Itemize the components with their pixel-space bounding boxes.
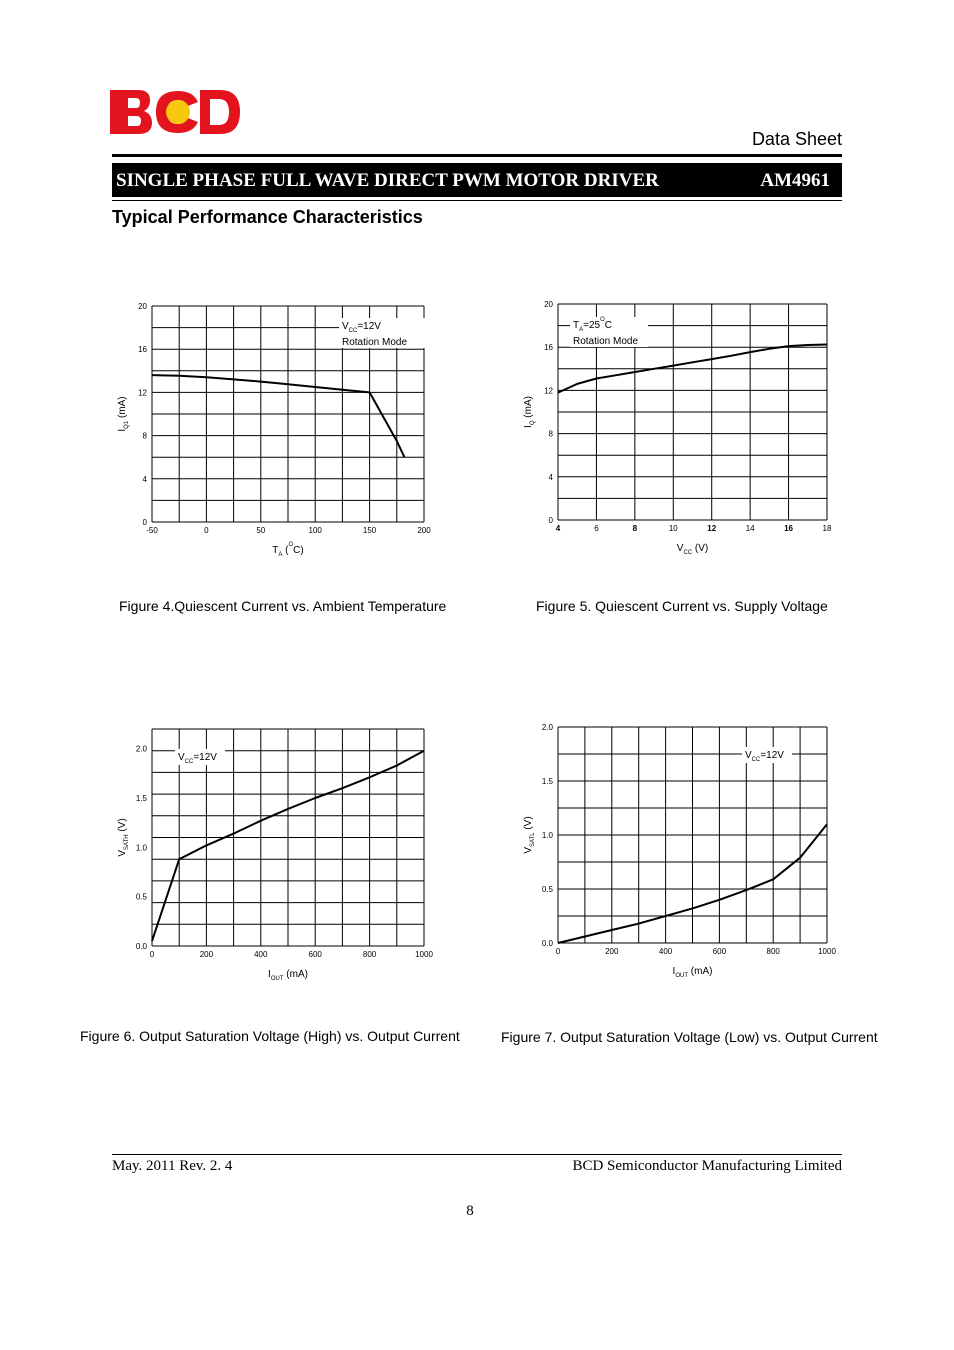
y-tick-label: 20	[544, 300, 553, 309]
y-tick-label: 8	[548, 429, 553, 439]
y-tick-label: 8	[142, 431, 147, 441]
legend-condition: $V_{CC}=12V$	[178, 752, 217, 765]
y-tick-label: 0.5	[541, 885, 553, 894]
footer-company: BCD Semiconductor Manufacturing Limited	[572, 1158, 842, 1174]
x-tick-label: 14	[745, 524, 755, 533]
footer-rule	[112, 1154, 842, 1155]
y-tick-label: 0.5	[135, 892, 147, 902]
x-tick-label: 600	[712, 947, 727, 956]
y-tick-label: 2.0	[135, 744, 147, 754]
x-tick-label: 8	[632, 524, 638, 533]
doc-type-label: Data Sheet	[751, 129, 842, 149]
x-axis-label: $I_{OUT}$ (mA)	[268, 969, 308, 982]
x-tick-label: 800	[766, 947, 780, 956]
x-tick-label: 10	[668, 524, 678, 533]
y-tick-label: 0.0	[135, 942, 147, 951]
x-tick-label: 18	[822, 524, 832, 533]
legend-condition: $V_{CC}=12V$	[745, 750, 784, 763]
legend-condition: $V_{CC}=12V$	[342, 321, 381, 334]
legend-condition: $T_A=25^OC$	[573, 317, 612, 333]
figure-4-caption: Figure 4.Quiescent Current vs. Ambient Temperature	[119, 598, 447, 614]
y-tick-label: 16	[544, 343, 553, 353]
x-axis-label: $I_{OUT}$ (mA)	[672, 966, 713, 979]
x-axis-label: $T_A$ ($^O$C)	[272, 542, 304, 558]
x-tick-label: 1000	[818, 947, 836, 956]
chart-5	[523, 300, 832, 556]
data-series-line	[152, 375, 404, 457]
y-tick-label: 0.0	[541, 939, 553, 948]
y-tick-label: 12	[138, 388, 147, 398]
figure-5-caption: Figure 5. Quiescent Current vs. Supply Voltage	[536, 598, 828, 614]
x-tick-label: 600	[308, 950, 322, 959]
part-number: AM4961	[760, 170, 830, 191]
x-tick-label: 200	[199, 950, 214, 959]
x-tick-label: 800	[362, 950, 377, 959]
y-tick-label: 20	[138, 302, 147, 311]
figure-6-caption: Figure 6. Output Saturation Voltage (High) vs. Output Current	[80, 1028, 460, 1044]
footer-date-revision: May. 2011 Rev. 2. 4	[112, 1158, 233, 1174]
x-tick-label: 200	[417, 526, 431, 535]
x-tick-label: 400	[254, 950, 268, 959]
page-number: 8	[466, 1203, 474, 1219]
x-tick-label: 0	[204, 526, 209, 535]
y-tick-label: 0	[548, 516, 553, 525]
y-tick-label: 2.0	[541, 723, 553, 732]
chart-6	[117, 729, 433, 982]
y-tick-label: 12	[544, 386, 553, 396]
y-tick-label: 1.0	[135, 843, 147, 853]
y-tick-label: 4	[142, 474, 147, 484]
legend-mode: Rotation Mode	[342, 337, 408, 348]
x-tick-label: 16	[784, 524, 794, 533]
y-tick-label: 1.0	[541, 831, 553, 840]
x-tick-label: 100	[308, 526, 322, 535]
y-tick-label: 4	[548, 472, 553, 482]
y-tick-label: 1.5	[135, 794, 147, 804]
y-tick-label: 16	[138, 345, 147, 355]
document-title: SINGLE PHASE FULL WAVE DIRECT PWM MOTOR DRIVER	[116, 170, 659, 191]
x-tick-label: 4	[555, 524, 561, 533]
section-title: Typical Performance Characteristics	[112, 207, 423, 227]
y-tick-label: 0	[142, 518, 147, 527]
figure-7-caption: Figure 7. Output Saturation Voltage (Low) vs. Output Current	[501, 1029, 878, 1045]
x-tick-label: 12	[707, 524, 717, 533]
y-axis-label: $I_{Q1}$ (mA)	[117, 396, 130, 432]
x-tick-label: 400	[658, 947, 673, 956]
y-axis-label: $V_{SATL}$ (V)	[523, 816, 536, 854]
y-axis-label: $V_{SATH}$ (V)	[117, 818, 130, 857]
x-tick-label: 0	[149, 950, 155, 959]
x-tick-label: 0	[555, 947, 561, 956]
x-tick-label: 150	[362, 526, 377, 535]
x-tick-label: 1000	[415, 950, 433, 959]
x-tick-label: 6	[594, 524, 599, 533]
x-tick-label: 200	[605, 947, 619, 956]
chart-7	[523, 723, 836, 979]
x-axis-label: $V_{CC}$ (V)	[676, 543, 709, 556]
legend-mode: Rotation Mode	[573, 336, 639, 347]
chart-4	[117, 302, 431, 558]
x-tick-label: -50	[146, 526, 158, 535]
y-tick-label: 1.5	[541, 777, 553, 786]
x-tick-label: 50	[256, 526, 266, 535]
y-axis-label: $I_Q$ (mA)	[523, 396, 536, 428]
